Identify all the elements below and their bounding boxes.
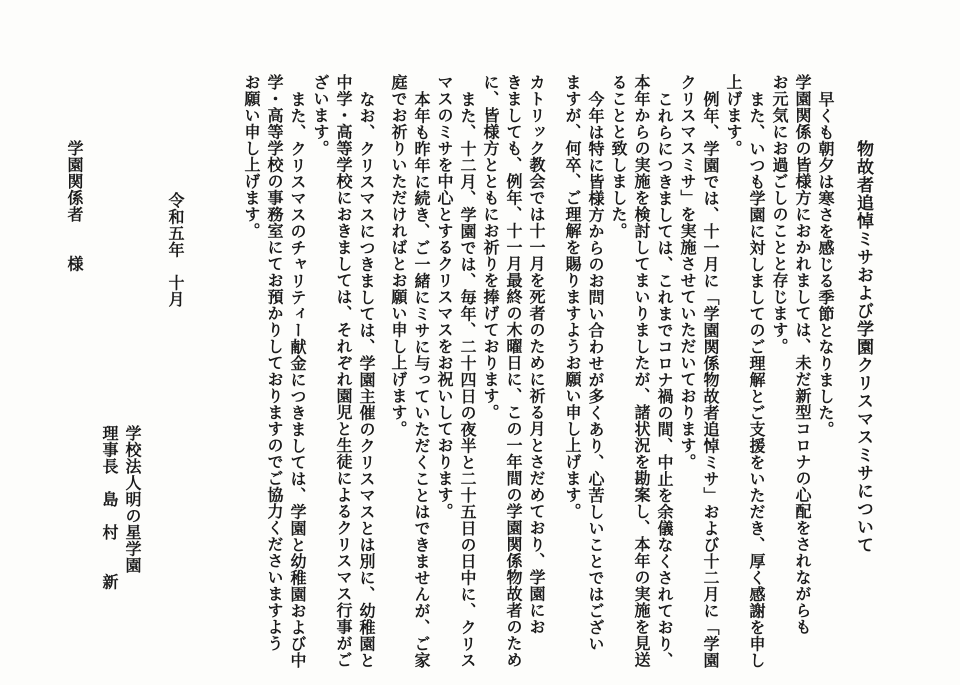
body-line-10: ることと致しました。 bbox=[609, 74, 628, 239]
body-line-8: これらにつきましては、これまでコロナ禍の間、中止を余儀なくされており、 bbox=[655, 91, 674, 669]
body-line-4: また、いつも学園に対しましてのご理解とご支援をいただき、厚く感謝を申し bbox=[747, 91, 766, 669]
body-line-3: お元気にお過ごしのことと存じます。 bbox=[770, 74, 789, 355]
body-line-25: お願い申し上げます。 bbox=[242, 74, 261, 239]
body-line-17: マスのミサを中心とするクリスマスをお祝いしております。 bbox=[435, 74, 454, 520]
body-line-9: 本年からの実施を検討してまいりましたが、諸状況を勘案し、本年の実施を見送 bbox=[632, 74, 651, 668]
body-line-2: 学園関係の皆様方におかれましては、未だ新型コロナの心配をされながらも bbox=[793, 74, 812, 635]
letter-title: 物故者追悼ミサおよび学園クリスマスミサについて bbox=[853, 140, 873, 554]
letter-date: 令和五年 十月 bbox=[166, 192, 185, 308]
body-line-22: ざいます。 bbox=[311, 74, 330, 157]
body-line-18: 本年も昨年に続き、ご一緒にミサに与っていただくことはできませんが、ご家 bbox=[412, 91, 431, 669]
body-line-7: クリスマスミサ」を実施させていただいております。 bbox=[678, 74, 697, 470]
body-line-13: カトリック教会では十一月を死者のために祈る月とさだめており、学園にお bbox=[527, 74, 546, 635]
body-line-14: きましても、例年、十一月最終の木曜日に、この一年間の学園関係物故者のため bbox=[504, 74, 523, 668]
body-line-12: ますが、何卒、ご理解を賜りますようお願い申し上げます。 bbox=[563, 74, 582, 520]
body-line-19: 庭でお祈りいただければとお願い申し上げます。 bbox=[389, 74, 408, 437]
addressee: 学園関係者 様 bbox=[65, 140, 84, 272]
school-name: 学校法人明の星学園 bbox=[123, 425, 142, 574]
body-line-11: 今年は特に皆様方からのお問い合わせが多くあり、心苦しいことではござい bbox=[586, 91, 605, 652]
body-line-1: 早くも朝夕は寒さを感じる季節となりました。 bbox=[816, 91, 835, 438]
body-line-6: 例年、学園では、十一月に「学園関係物故者追悼ミサ」および十二月に「学園 bbox=[701, 91, 720, 669]
body-line-5: 上げます。 bbox=[724, 74, 743, 157]
body-line-24: 学・高等学校の事務室にてお預かりしておりますのでご協力くださいますよう bbox=[265, 74, 284, 652]
body-line-21: 中学・高等学校におきましては、それぞれ園児と生徒によるクリスマス行事がご bbox=[334, 74, 353, 668]
chairman-name: 理事長 島 村 新 bbox=[100, 425, 119, 590]
body-line-15: に、皆様方とともにお祈りを捧げております。 bbox=[481, 74, 500, 421]
body-line-16: また、十二月、学園では、毎年、二十四日の夜半と二十五日の日中に、クリス bbox=[458, 91, 477, 669]
body-line-20: なお、クリスマスにつきましては、学園主催のクリスマスとは別に、幼稚園と bbox=[357, 91, 376, 669]
body-line-23: また、クリスマスのチャリティー献金につきましては、学園と幼稚園および中 bbox=[288, 91, 307, 669]
